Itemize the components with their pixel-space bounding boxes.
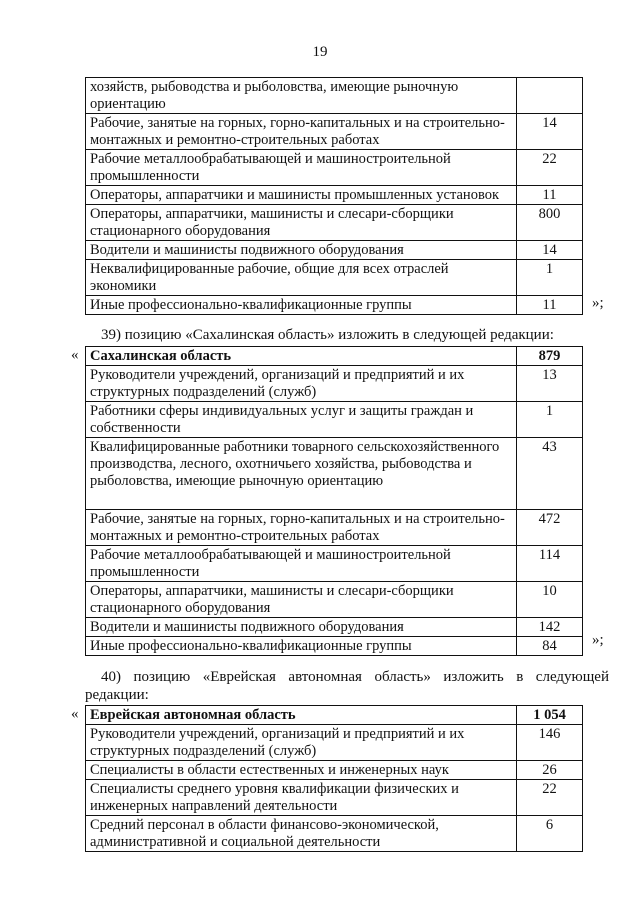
row-value: 472: [517, 510, 583, 546]
row-value: 114: [517, 546, 583, 582]
row-value: 22: [517, 780, 583, 816]
row-name: Операторы, аппаратчики, машинисты и слесари-сборщики стационарного оборудования: [86, 582, 517, 618]
row-name: Работники сферы индивидуальных услуг и защиты граждан и собственности: [86, 402, 517, 438]
row-name: Квалифицированные работники товарного сельскохозяйственного производства, лесного, охотничьего хозяйства, рыбоводства и рыболовства, имеющие рыночную ориентацию: [86, 438, 517, 510]
table-continued: [85, 77, 583, 315]
table-row: [86, 186, 583, 205]
opening-quote-mark: «: [71, 347, 79, 363]
table-row: [86, 296, 583, 315]
row-value: 146: [517, 725, 583, 761]
table-row: [86, 780, 583, 816]
table-row: [86, 637, 583, 656]
table-row: [86, 816, 583, 852]
row-value: 142: [517, 618, 583, 637]
region-name: Еврейская автономная область: [86, 706, 517, 725]
row-name: Рабочие, занятые на горных, горно-капитальных и на строительно-монтажных и ремонтно-строительных работах: [86, 510, 517, 546]
opening-quote-mark: «: [71, 706, 79, 722]
row-value: 22: [517, 150, 583, 186]
table-row: [86, 582, 583, 618]
row-value: 14: [517, 241, 583, 260]
table-row: [86, 725, 583, 761]
table-jewish-ao: [85, 705, 583, 852]
row-value: 10: [517, 582, 583, 618]
row-value: 800: [517, 205, 583, 241]
item-39-text: 39) позицию «Сахалинская область» изложить в следующей редакции:: [101, 327, 554, 343]
row-name: Иные профессионально-квалификационные группы: [86, 296, 517, 315]
row-name: Операторы, аппаратчики, машинисты и слесари-сборщики стационарного оборудования: [86, 205, 517, 241]
row-name: Специалисты в области естественных и инженерных наук: [86, 761, 517, 780]
row-name: Рабочие, занятые на горных, горно-капитальных и на строительно-монтажных и ремонтно-строительных работах: [86, 114, 517, 150]
row-name: Рабочие металлообрабатывающей и машиностроительной промышленности: [86, 150, 517, 186]
row-value: 26: [517, 761, 583, 780]
table-row: [86, 78, 583, 114]
row-name: Средний персонал в области финансово-экономической, административной и социальной деятельности: [86, 816, 517, 852]
closing-quote-mark: »;: [592, 295, 604, 311]
region-total: 879: [517, 347, 583, 366]
row-value: 11: [517, 186, 583, 205]
table-row: [86, 114, 583, 150]
row-name: Водители и машинисты подвижного оборудования: [86, 241, 517, 260]
row-name: Специалисты среднего уровня квалификации физических и инженерных направлений деятельности: [86, 780, 517, 816]
table-row: [86, 366, 583, 402]
table-header-row: [86, 347, 583, 366]
row-value: 1: [517, 402, 583, 438]
row-value: 14: [517, 114, 583, 150]
row-name: Руководители учреждений, организаций и предприятий и их структурных подразделений (служб): [86, 725, 517, 761]
row-name: Рабочие металлообрабатывающей и машиностроительной промышленности: [86, 546, 517, 582]
table-row: [86, 546, 583, 582]
table-row: [86, 205, 583, 241]
table-row: [86, 618, 583, 637]
table-row: [86, 241, 583, 260]
table-row: [86, 438, 583, 510]
table-row: [86, 510, 583, 546]
row-value: [517, 78, 583, 114]
row-value: 11: [517, 296, 583, 315]
region-total: 1 054: [517, 706, 583, 725]
table-row: [86, 150, 583, 186]
row-value: 1: [517, 260, 583, 296]
row-value: 13: [517, 366, 583, 402]
page-number: 19: [312, 44, 328, 60]
row-name: Неквалифицированные рабочие, общие для всех отраслей экономики: [86, 260, 517, 296]
table-row: [86, 402, 583, 438]
region-name: Сахалинская область: [86, 347, 517, 366]
closing-quote-mark: »;: [592, 632, 604, 648]
table-row: [86, 260, 583, 296]
row-name: Иные профессионально-квалификационные группы: [86, 637, 517, 656]
item-40-text: 40) позицию «Еврейская автономная область» изложить в следующей: [101, 669, 609, 685]
table-sakhalin: [85, 346, 583, 656]
row-value: 6: [517, 816, 583, 852]
item-40-text-continued: редакции:: [85, 687, 149, 703]
table-header-row: [86, 706, 583, 725]
row-name: Операторы, аппаратчики и машинисты промышленных установок: [86, 186, 517, 205]
table-row: [86, 761, 583, 780]
row-value: 43: [517, 438, 583, 510]
row-name: Руководители учреждений, организаций и предприятий и их структурных подразделений (служб): [86, 366, 517, 402]
row-name: Водители и машинисты подвижного оборудования: [86, 618, 517, 637]
row-value: 84: [517, 637, 583, 656]
row-name: хозяйств, рыбоводства и рыболовства, имеющие рыночную ориентацию: [86, 78, 517, 114]
